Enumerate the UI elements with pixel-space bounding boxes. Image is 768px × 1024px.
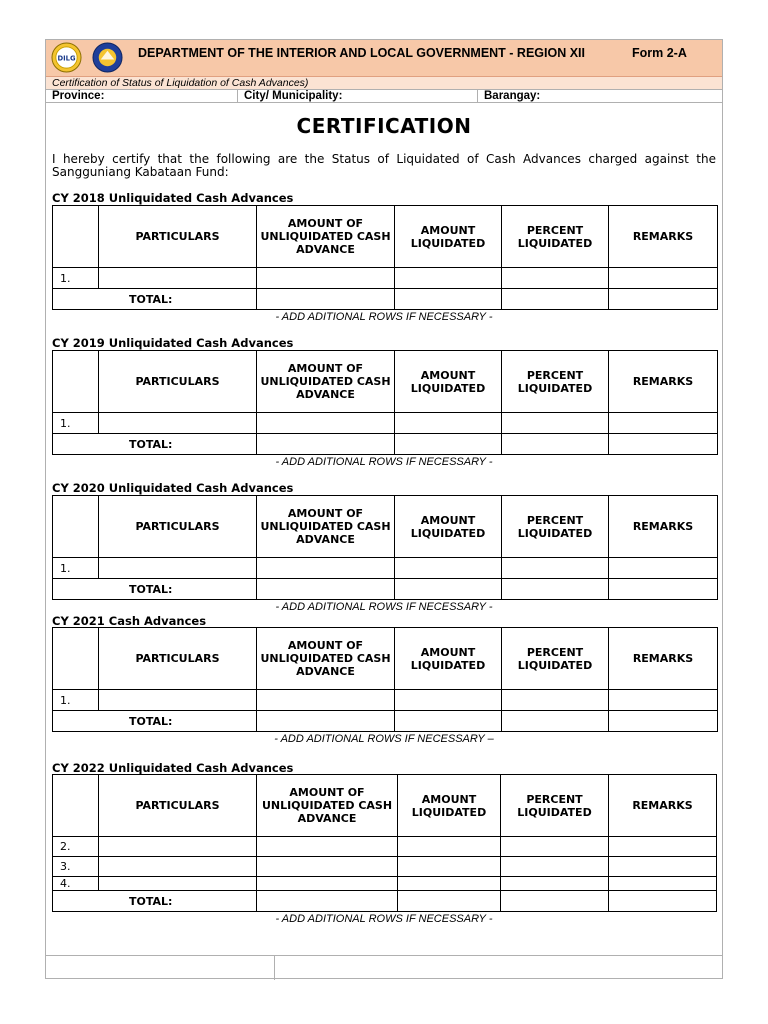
amount-liquidated-cell[interactable]: [395, 558, 502, 579]
header-particulars: PARTICULARS: [99, 775, 257, 837]
amount-unliquidated-cell[interactable]: [257, 413, 395, 434]
amount-unliquidated-cell[interactable]: [257, 690, 395, 711]
table-row: [53, 558, 718, 579]
particulars-cell[interactable]: [99, 877, 257, 891]
table-header-row: [53, 628, 718, 690]
table-row: [53, 857, 717, 877]
amount-liquidated-cell[interactable]: [398, 877, 501, 891]
section-title-2021: CY 2021 Cash Advances: [52, 614, 207, 628]
table-row: [53, 268, 718, 289]
percent-liquidated-cell[interactable]: [501, 857, 609, 877]
remarks-cell[interactable]: [609, 413, 718, 434]
amount-unliquidated-cell[interactable]: [257, 837, 398, 857]
header-title: DEPARTMENT OF THE INTERIOR AND LOCAL GOVERNMENT - REGION XII: [138, 46, 585, 60]
amount-unliquidated-cell[interactable]: [257, 268, 395, 289]
header-remarks: REMARKS: [609, 496, 718, 558]
header-cell-blank: [53, 496, 99, 558]
add-rows-note: - ADD ADITIONAL ROWS IF NECESSARY -: [275, 456, 493, 468]
table-2021: [52, 627, 718, 732]
percent-liquidated-cell[interactable]: [502, 558, 609, 579]
total-remarks[interactable]: [609, 711, 718, 732]
header-remarks: REMARKS: [609, 775, 717, 837]
total-row: [53, 891, 717, 912]
section-title-2019: CY 2019 Unliquidated Cash Advances: [52, 336, 294, 350]
total-remarks[interactable]: [609, 891, 717, 912]
amount-unliquidated-cell[interactable]: [257, 558, 395, 579]
row-number: 1.: [53, 268, 99, 289]
total-label: TOTAL:: [53, 434, 257, 455]
header-remarks: REMARKS: [609, 628, 718, 690]
header-amount-liquidated: AMOUNT LIQUIDATED: [395, 351, 502, 413]
city-label: City/ Municipality:: [237, 90, 477, 102]
footer-row: [46, 955, 722, 979]
amount-liquidated-cell[interactable]: [398, 857, 501, 877]
particulars-cell[interactable]: [99, 413, 257, 434]
province-label: Province:: [52, 90, 105, 102]
table-2019: [52, 350, 718, 455]
total-amount-liquidated[interactable]: [395, 579, 502, 600]
add-rows-note: - ADD ADITIONAL ROWS IF NECESSARY –: [274, 733, 494, 745]
header-band: [46, 40, 722, 76]
total-amount-liquidated[interactable]: [398, 891, 501, 912]
row-number: 4.: [53, 877, 99, 891]
particulars-cell[interactable]: [99, 837, 257, 857]
header-percent-liquidated: PERCENT LIQUIDATED: [502, 496, 609, 558]
barangay-label: Barangay:: [477, 90, 722, 102]
amount-liquidated-cell[interactable]: [395, 690, 502, 711]
row-number: 1.: [53, 690, 99, 711]
header-cell-blank: [53, 775, 99, 837]
total-remarks[interactable]: [609, 289, 718, 310]
header-particulars: PARTICULARS: [99, 628, 257, 690]
header-remarks: REMARKS: [609, 206, 718, 268]
total-percent-liquidated[interactable]: [502, 289, 609, 310]
total-amount-unliquidated[interactable]: [257, 579, 395, 600]
header-particulars: PARTICULARS: [99, 206, 257, 268]
header-amount-liquidated: AMOUNT LIQUIDATED: [395, 206, 502, 268]
form-number: Form 2-A: [632, 46, 687, 60]
remarks-cell[interactable]: [609, 857, 717, 877]
section-title-2018: CY 2018 Unliquidated Cash Advances: [52, 191, 294, 205]
amount-unliquidated-cell[interactable]: [257, 857, 398, 877]
row-number: 1.: [53, 558, 99, 579]
form-page: [45, 39, 723, 979]
total-percent-liquidated[interactable]: [502, 711, 609, 732]
dilg-seal-icon: [51, 42, 82, 73]
header-percent-liquidated: PERCENT LIQUIDATED: [502, 351, 609, 413]
header-amount-liquidated: AMOUNT LIQUIDATED: [395, 496, 502, 558]
total-label: TOTAL:: [53, 579, 257, 600]
header-amount-liquidated: AMOUNT LIQUIDATED: [398, 775, 501, 837]
header-percent-liquidated: PERCENT LIQUIDATED: [501, 775, 609, 837]
table-header-row: [53, 206, 718, 268]
total-percent-liquidated[interactable]: [502, 579, 609, 600]
add-rows-note: - ADD ADITIONAL ROWS IF NECESSARY -: [275, 601, 493, 613]
form-subtitle: Certification of Status of Liquidation of Cash Advances): [46, 76, 722, 89]
percent-liquidated-cell[interactable]: [502, 413, 609, 434]
remarks-cell[interactable]: [609, 877, 717, 891]
header-amount-liquidated: AMOUNT LIQUIDATED: [395, 628, 502, 690]
header-cell-blank: [53, 206, 99, 268]
table-header-row: [53, 351, 718, 413]
header-amount-unliquidated: AMOUNT OF UNLIQUIDATED CASH ADVANCE: [257, 206, 395, 268]
header-amount-unliquidated: AMOUNT OF UNLIQUIDATED CASH ADVANCE: [257, 628, 395, 690]
section-title-2022: CY 2022 Unliquidated Cash Advances: [52, 761, 294, 775]
table-row: [53, 877, 717, 891]
total-amount-unliquidated[interactable]: [257, 289, 395, 310]
header-cell-blank: [53, 628, 99, 690]
percent-liquidated-cell[interactable]: [501, 877, 609, 891]
total-row: [53, 434, 718, 455]
amount-liquidated-cell[interactable]: [395, 413, 502, 434]
total-label: TOTAL:: [53, 289, 257, 310]
percent-liquidated-cell[interactable]: [502, 268, 609, 289]
total-percent-liquidated[interactable]: [502, 434, 609, 455]
table-2020: [52, 495, 718, 600]
location-row: [46, 89, 722, 103]
table-header-row: [53, 775, 717, 837]
total-label: TOTAL:: [53, 891, 257, 912]
total-row: [53, 711, 718, 732]
table-2018: [52, 205, 718, 310]
footer-divider: [274, 956, 275, 980]
add-rows-note: - ADD ADITIONAL ROWS IF NECESSARY -: [275, 311, 493, 323]
particulars-cell[interactable]: [99, 558, 257, 579]
percent-liquidated-cell[interactable]: [502, 690, 609, 711]
percent-liquidated-cell[interactable]: [501, 837, 609, 857]
header-particulars: PARTICULARS: [99, 351, 257, 413]
header-particulars: PARTICULARS: [99, 496, 257, 558]
total-remarks[interactable]: [609, 434, 718, 455]
amount-liquidated-cell[interactable]: [395, 268, 502, 289]
particulars-cell[interactable]: [99, 690, 257, 711]
header-remarks: REMARKS: [609, 351, 718, 413]
row-number: 2.: [53, 837, 99, 857]
total-amount-unliquidated[interactable]: [257, 711, 395, 732]
header-amount-unliquidated: AMOUNT OF UNLIQUIDATED CASH ADVANCE: [257, 351, 395, 413]
total-amount-liquidated[interactable]: [395, 289, 502, 310]
add-rows-note: - ADD ADITIONAL ROWS IF NECESSARY -: [275, 913, 493, 925]
row-number: 3.: [53, 857, 99, 877]
header-percent-liquidated: PERCENT LIQUIDATED: [502, 628, 609, 690]
total-amount-liquidated[interactable]: [395, 711, 502, 732]
table-row: [53, 413, 718, 434]
total-percent-liquidated[interactable]: [501, 891, 609, 912]
total-label: TOTAL:: [53, 711, 257, 732]
table-2022: [52, 774, 717, 912]
total-amount-liquidated[interactable]: [395, 434, 502, 455]
header-amount-unliquidated: AMOUNT OF UNLIQUIDATED CASH ADVANCE: [257, 775, 398, 837]
remarks-cell[interactable]: [609, 690, 718, 711]
remarks-cell[interactable]: [609, 268, 718, 289]
row-number: 1.: [53, 413, 99, 434]
total-row: [53, 579, 718, 600]
header-percent-liquidated: PERCENT LIQUIDATED: [502, 206, 609, 268]
total-amount-unliquidated[interactable]: [257, 434, 395, 455]
table-row: [53, 837, 717, 857]
header-cell-blank: [53, 351, 99, 413]
particulars-cell[interactable]: [99, 268, 257, 289]
total-remarks[interactable]: [609, 579, 718, 600]
page-title: CERTIFICATION: [296, 114, 472, 138]
total-row: [53, 289, 718, 310]
remarks-cell[interactable]: [609, 558, 718, 579]
table-header-row: [53, 496, 718, 558]
svg-text:DILG: DILG: [57, 54, 76, 63]
particulars-cell[interactable]: [99, 857, 257, 877]
intro-text: I hereby certify that the following are the Status of Liquidated of Cash Advances charged against the Sangguniang Kabataan Fund:: [52, 152, 716, 179]
remarks-cell[interactable]: [609, 837, 717, 857]
region-seal-icon: [92, 42, 123, 73]
total-amount-unliquidated[interactable]: [257, 891, 398, 912]
amount-unliquidated-cell[interactable]: [257, 877, 398, 891]
amount-liquidated-cell[interactable]: [398, 837, 501, 857]
table-row: [53, 690, 718, 711]
header-amount-unliquidated: AMOUNT OF UNLIQUIDATED CASH ADVANCE: [257, 496, 395, 558]
section-title-2020: CY 2020 Unliquidated Cash Advances: [52, 481, 294, 495]
